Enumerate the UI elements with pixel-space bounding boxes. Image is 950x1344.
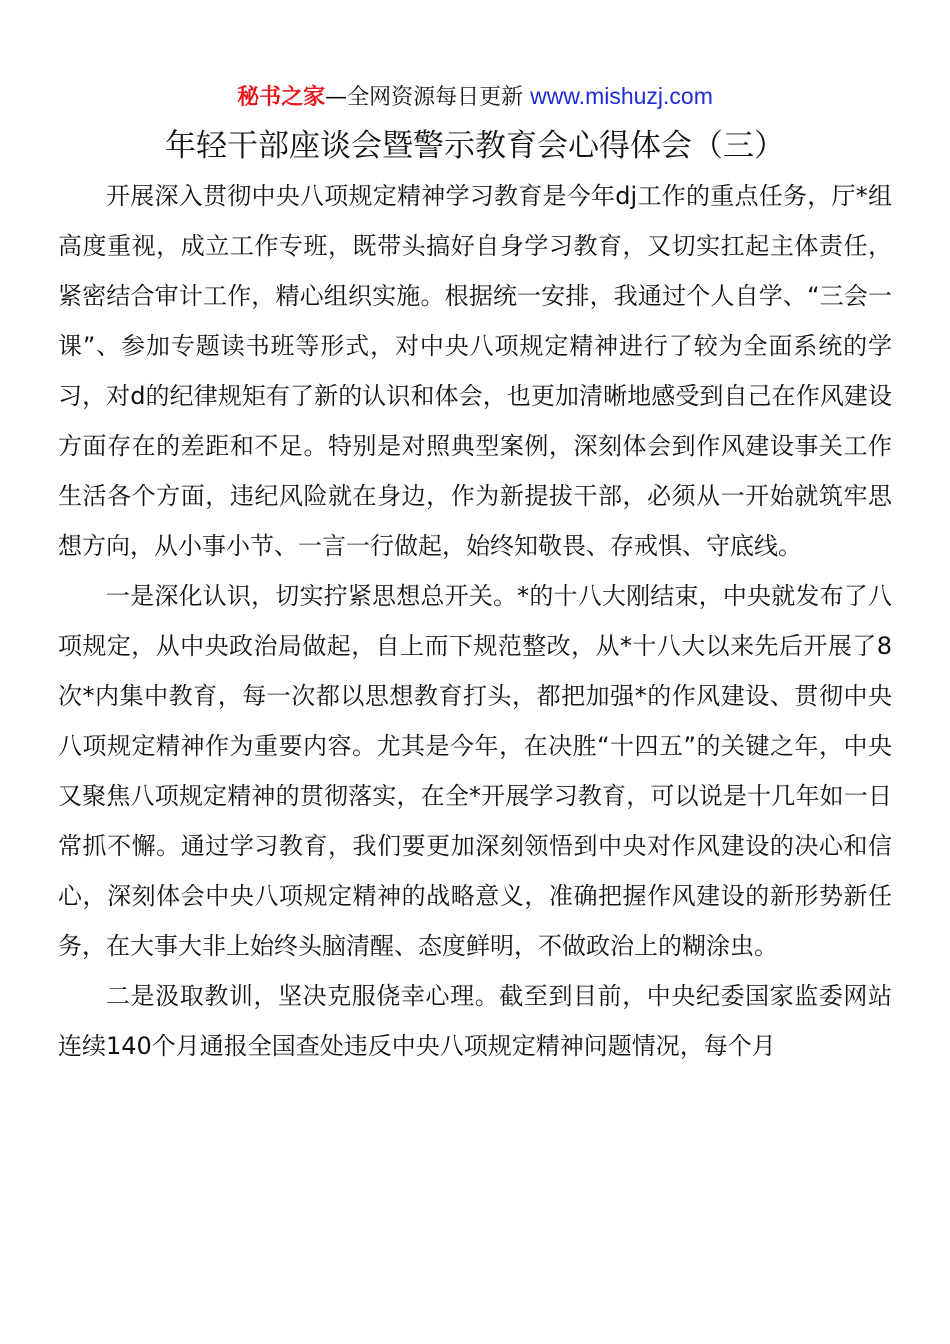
site-header <box>0 80 950 114</box>
body-paragraph: 二是汲取教训，坚决克服侥幸心理。截至到目前，中央纪委国家监委网站连续140个月通报全国查处违反中央八项规定精神问题情况，每个月 <box>58 982 892 1060</box>
site-tagline: —全网资源每日更新 <box>325 85 524 110</box>
document-body <box>58 171 892 1071</box>
site-name: 秘书之家 <box>237 85 326 110</box>
site-url-link[interactable]: www.mishuzj.com <box>530 83 713 109</box>
body-paragraph: 一是深化认识，切实拧紧思想总开关。*的十八大刚结束，中央就发布了八项规定，从中央政治局做起，自上而下规范整改，从*十八大以来先后开展了8次*内集中教育，每一次都以思想教育打头，都把加强*的作风建设、贯彻中央八项规定精神作为重要内容。尤其是今年，在决胜“十四五”的关键之年，中央又聚焦八项规定精神的贯彻落实，在全*开展学习教育，可以说是十几年如一日常抓不懈。通过学习教育，我们要更加深刻领悟到中央对作风建设的决心和信心，深刻体会中央八项规定精神的战略意义，准确把握作风建设的新形势新任务，在大事大非上始终头脑清醒、态度鲜明，不做政治上的糊涂虫。 <box>58 582 892 960</box>
body-paragraph: 开展深入贯彻中央八项规定精神学习教育是今年dj工作的重点任务，厅*组高度重视，成立工作专班，既带头搞好自身学习教育，又切实扛起主体责任，紧密结合审计工作，精心组织实施。根据统一安排，我通过个人自学、“三会一课”、参加专题读书班等形式，对中央八项规定精神进行了较为全面系统的学习，对d的纪律规矩有了新的认识和体会，也更加清晰地感受到自己在作风建设方面存在的差距和不足。特别是对照典型案例，深刻体会到作风建设事关工作生活各个方面，违纪风险就在身边，作为新提拔干部，必须从一开始就筑牢思想方向，从小事小节、一言一行做起，始终知敬畏、存戒惧、守底线。 <box>58 182 892 560</box>
document-title: 年轻干部座谈会暨警示教育会心得体会（三） <box>165 128 785 164</box>
